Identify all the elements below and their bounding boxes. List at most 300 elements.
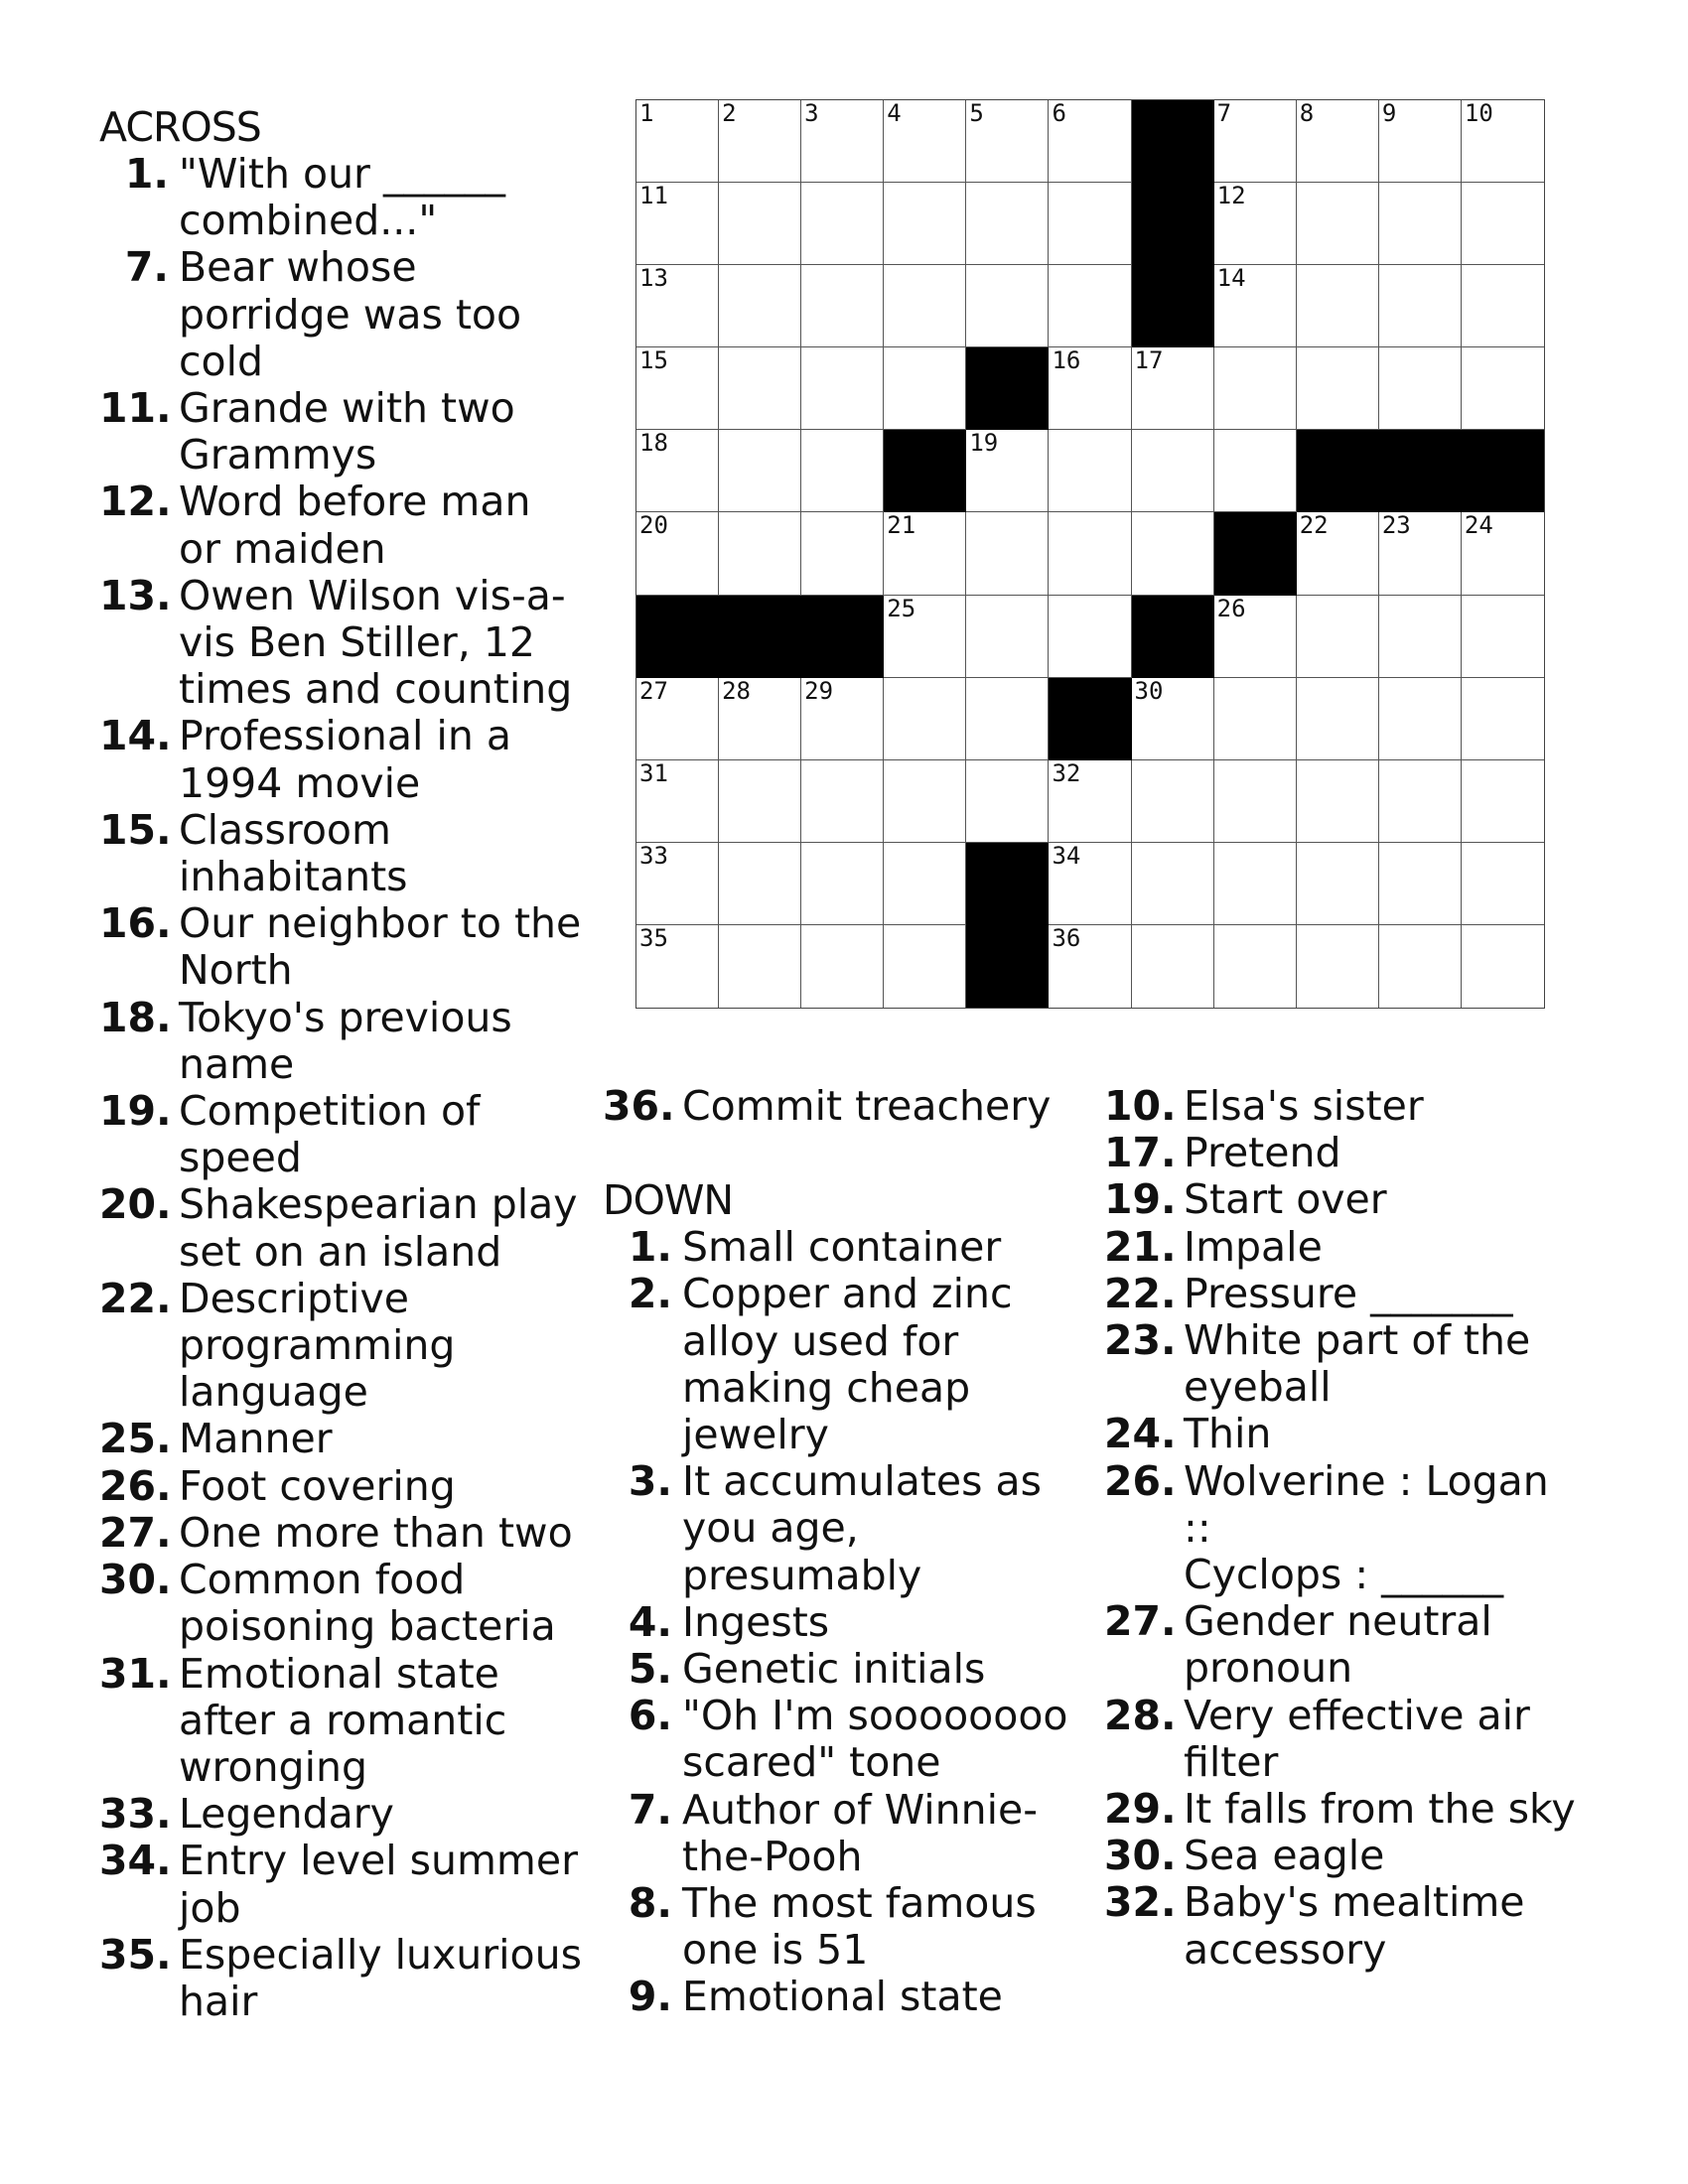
grid-cell[interactable] [1297, 265, 1379, 347]
clue-text-line: Especially luxurious [179, 1930, 582, 1979]
grid-cell[interactable] [1049, 183, 1131, 265]
clue-text-line: Commit treachery [682, 1082, 1052, 1130]
clue [99, 1932, 616, 2025]
clue-text-line: name [179, 1039, 295, 1088]
grid-cell[interactable] [1379, 512, 1462, 595]
clue-number: 26. [99, 1461, 172, 1510]
clue [603, 1083, 1079, 1130]
clue-text-line: cold [179, 337, 264, 385]
clue-number: 23. [1104, 1316, 1177, 1365]
cell-number: 2 [722, 99, 737, 127]
clue-text-line: Word before man [179, 478, 531, 526]
down-clue-list-continued [1104, 1083, 1581, 1974]
clue [99, 1651, 616, 1792]
grid-cell[interactable] [1214, 183, 1297, 265]
black-square [1132, 596, 1214, 678]
grid-cell[interactable] [1379, 678, 1462, 760]
grid-cell[interactable] [1049, 347, 1131, 430]
grid-cell[interactable] [1297, 100, 1379, 183]
grid-cell[interactable] [1132, 430, 1214, 512]
spacer [603, 1130, 1079, 1176]
grid-cell[interactable] [636, 430, 719, 512]
grid-cell[interactable] [966, 678, 1049, 760]
clue-number: 28. [1104, 1691, 1177, 1739]
clue-number: 5. [628, 1645, 672, 1694]
black-square [966, 925, 1049, 1008]
black-square [719, 596, 801, 678]
grid-cell[interactable] [1297, 347, 1379, 430]
clue-text-line: wronging [179, 1742, 367, 1791]
clue [99, 151, 616, 244]
clue-number: 14. [99, 712, 172, 760]
clue-number: 8. [628, 1879, 672, 1928]
clue [99, 1463, 616, 1510]
grid-cell[interactable] [1049, 265, 1131, 347]
clue-text-line: or maiden [179, 524, 386, 573]
clue [99, 713, 616, 806]
grid-cell[interactable] [1297, 596, 1379, 678]
cell-number: 31 [639, 758, 668, 787]
across-clue-list-continued [603, 1083, 1079, 1130]
cell-number: 8 [1299, 99, 1315, 127]
cell-number: 19 [969, 429, 999, 458]
grid-cell[interactable] [884, 925, 966, 1008]
cell-number: 29 [804, 676, 834, 705]
clue-text-line: eyeball [1184, 1363, 1332, 1412]
across-heading: ACROSS [99, 103, 261, 151]
clue [99, 573, 616, 714]
grid-cell[interactable] [1214, 265, 1297, 347]
grid-cell[interactable] [1379, 925, 1462, 1008]
grid-cell[interactable] [884, 347, 966, 430]
cell-number: 28 [722, 676, 751, 705]
grid-cell[interactable] [636, 100, 719, 183]
cell-number: 26 [1216, 594, 1246, 622]
clue-number: 19. [99, 1087, 172, 1136]
clue [1104, 1786, 1581, 1833]
grid-cell[interactable] [719, 678, 801, 760]
grid-cell[interactable] [1462, 925, 1544, 1008]
clue-text-line: Very effective air [1184, 1691, 1530, 1739]
clue-text-line: Cyclops : ______ [1184, 1551, 1504, 1599]
clue-number: 3. [628, 1457, 672, 1506]
clue [603, 1646, 1079, 1693]
clue [1104, 1693, 1581, 1786]
grid-cell[interactable] [801, 678, 884, 760]
grid-cell[interactable] [1462, 347, 1544, 430]
clue-text-line: language [179, 1368, 368, 1417]
grid-cell[interactable] [719, 265, 801, 347]
clue-text-line: alloy used for [682, 1316, 959, 1365]
grid-cell[interactable] [719, 925, 801, 1008]
clue [99, 1838, 616, 1931]
cell-number: 32 [1052, 758, 1081, 787]
clue-text-line: Small container [682, 1223, 1002, 1272]
cell-number: 30 [1134, 676, 1164, 705]
clue-text-line: Our neighbor to the [179, 899, 582, 948]
grid-cell[interactable] [719, 843, 801, 925]
clue-number: 9. [628, 1973, 672, 2021]
clue [1104, 1411, 1581, 1457]
grid-cell[interactable] [1214, 678, 1297, 760]
clue-number: 12. [99, 478, 172, 526]
clue-text-line: pronoun [1184, 1644, 1353, 1693]
grid-cell[interactable] [801, 760, 884, 843]
grid-cell[interactable] [1049, 760, 1131, 843]
clue-text-line: Copper and zinc [682, 1270, 1013, 1318]
clue-text-line: Owen Wilson vis-a- [179, 571, 566, 619]
cell-number: 24 [1464, 511, 1493, 540]
grid-cell[interactable] [801, 430, 884, 512]
cell-number: 18 [639, 429, 668, 458]
clue [1104, 1083, 1581, 1130]
clue-number: 1. [124, 150, 169, 198]
clue-text-line: Emotional state [179, 1649, 499, 1698]
grid-cell[interactable] [1214, 760, 1297, 843]
grid-cell[interactable] [966, 265, 1049, 347]
grid-cell[interactable] [636, 347, 719, 430]
grid-cell[interactable] [719, 100, 801, 183]
grid-cell[interactable] [1214, 843, 1297, 925]
clue-text-line: poisoning bacteria [179, 1602, 556, 1651]
clue-text-line: Sea eagle [1184, 1832, 1385, 1880]
clue-text-line: North [179, 946, 293, 995]
clue [99, 385, 616, 478]
grid-cell[interactable] [1297, 512, 1379, 595]
clue [1104, 1130, 1581, 1176]
grid-cell[interactable] [884, 760, 966, 843]
clue [99, 1276, 616, 1417]
clue [603, 1880, 1079, 1974]
cell-number: 1 [639, 99, 654, 127]
grid-cell[interactable] [1132, 843, 1214, 925]
clue-text-line: making cheap [682, 1363, 971, 1412]
clue [1104, 1176, 1581, 1223]
clue [99, 1557, 616, 1650]
clue-number: 7. [628, 1785, 672, 1834]
clue-column-1 [99, 103, 616, 2025]
cell-number: 12 [1216, 182, 1246, 210]
grid-cell[interactable] [966, 596, 1049, 678]
grid-cell[interactable] [636, 925, 719, 1008]
grid-cell[interactable] [1132, 925, 1214, 1008]
grid-cell[interactable] [1297, 925, 1379, 1008]
cell-number: 9 [1381, 99, 1397, 127]
clue-number: 16. [99, 899, 172, 948]
grid-cell[interactable] [1132, 678, 1214, 760]
clue-number: 34. [99, 1837, 172, 1885]
clue-number: 32. [1104, 1878, 1177, 1927]
cell-number: 11 [639, 182, 668, 210]
clue-text-line: Grammys [179, 431, 377, 479]
clue-text-line: Classroom [179, 805, 391, 854]
clue-text-line: Descriptive [179, 1274, 409, 1322]
grid-cell[interactable] [884, 678, 966, 760]
grid-cell[interactable] [801, 843, 884, 925]
grid-cell[interactable] [801, 347, 884, 430]
grid-cell[interactable] [719, 760, 801, 843]
clue-text-line: inhabitants [179, 853, 408, 901]
grid-cell[interactable] [801, 265, 884, 347]
clue-text-line: Author of Winnie- [682, 1785, 1039, 1834]
grid-cell[interactable] [801, 925, 884, 1008]
clue-text-line: The most famous [682, 1879, 1037, 1928]
clue-number: 4. [628, 1597, 672, 1646]
grid-cell[interactable] [966, 760, 1049, 843]
black-square [1379, 430, 1462, 512]
clue [1104, 1317, 1581, 1411]
clue-number: 19. [1104, 1175, 1177, 1224]
grid-cell[interactable] [884, 183, 966, 265]
clue-text-line: presumably [682, 1551, 922, 1599]
clue-text-line: vis Ben Stiller, 12 [179, 618, 536, 667]
clue-text-line: White part of the [1184, 1316, 1531, 1365]
clue [603, 1787, 1079, 1880]
cell-number: 10 [1464, 99, 1493, 127]
grid-cell[interactable] [1462, 843, 1544, 925]
clue [99, 900, 616, 994]
clue-text-line: Grande with two [179, 384, 515, 433]
cell-number: 34 [1052, 841, 1081, 870]
grid-cell[interactable] [1049, 430, 1131, 512]
clue-number: 27. [1104, 1597, 1177, 1646]
clue-number: 24. [1104, 1410, 1177, 1458]
clue-text-line: programming [179, 1321, 456, 1370]
cell-number: 4 [887, 99, 902, 127]
clue-text-line: filter [1184, 1737, 1279, 1786]
clue-text-line: porridge was too [179, 290, 522, 339]
black-square [801, 596, 884, 678]
grid-cell[interactable] [884, 265, 966, 347]
clue-text-line: jewelry [682, 1411, 829, 1459]
grid-cell[interactable] [1132, 512, 1214, 595]
clue-number: 17. [1104, 1129, 1177, 1177]
grid-cell[interactable] [1379, 100, 1462, 183]
grid-cell[interactable] [1462, 760, 1544, 843]
clue-text-line: the-Pooh [682, 1832, 863, 1880]
grid-cell[interactable] [1214, 596, 1297, 678]
black-square [1132, 183, 1214, 265]
grid-cell[interactable] [636, 512, 719, 595]
grid-cell[interactable] [1049, 100, 1131, 183]
cell-number: 36 [1052, 923, 1081, 952]
clue-text-line: Pressure _______ [1184, 1269, 1513, 1317]
grid-cell[interactable] [1132, 347, 1214, 430]
clue-text-line: One more than two [179, 1508, 573, 1557]
clue-number: 13. [99, 571, 172, 619]
cell-number: 5 [969, 99, 984, 127]
clue-text-line: you age, [682, 1504, 859, 1553]
cell-number: 35 [639, 923, 668, 952]
clue-text-line: Gender neutral [1184, 1597, 1492, 1646]
cell-number: 13 [639, 264, 668, 293]
clue-text-line: job [179, 1883, 241, 1932]
clue-text-line: 1994 movie [179, 758, 421, 807]
grid-cell[interactable] [884, 100, 966, 183]
cell-number: 15 [639, 346, 668, 375]
clue-text-line: scared" tone [682, 1738, 941, 1787]
clue-number: 22. [1104, 1269, 1177, 1317]
clue-text-line: one is 51 [682, 1926, 869, 1975]
grid-cell[interactable] [1049, 512, 1131, 595]
cell-number: 16 [1052, 346, 1081, 375]
black-square [1132, 265, 1214, 347]
clue-text-line: accessory [1184, 1925, 1387, 1974]
grid-cell[interactable] [1214, 347, 1297, 430]
clue-text-line: speed [179, 1134, 302, 1182]
grid-cell[interactable] [1132, 760, 1214, 843]
black-square [1049, 678, 1131, 760]
clue [99, 1181, 616, 1275]
across-clue-list [99, 151, 616, 2025]
clue-number: 10. [1104, 1082, 1177, 1130]
clue-text-line: Shakespearian play [179, 1180, 578, 1229]
clue-number: 30. [99, 1556, 172, 1604]
grid-cell[interactable] [1214, 100, 1297, 183]
clue [603, 1693, 1079, 1786]
grid-cell[interactable] [636, 760, 719, 843]
clue-text-line: Emotional state [682, 1973, 1003, 2021]
grid-cell[interactable] [636, 183, 719, 265]
clue-text-line: times and counting [179, 665, 573, 714]
clue-number: 33. [99, 1790, 172, 1839]
grid-cell[interactable] [884, 596, 966, 678]
clue-column-2 [603, 1083, 1079, 2021]
clue [1104, 1224, 1581, 1271]
cell-number: 3 [804, 99, 819, 127]
grid-cell[interactable] [1462, 265, 1544, 347]
clue-number: 21. [1104, 1222, 1177, 1271]
clue-text-line: Foot covering [179, 1461, 456, 1510]
grid-cell[interactable] [1049, 843, 1131, 925]
black-square [884, 430, 966, 512]
clue-text-line: Pretend [1184, 1129, 1341, 1177]
grid-cell[interactable] [1297, 183, 1379, 265]
clue-text-line: Ingests [682, 1597, 830, 1646]
clue-number: 2. [628, 1270, 672, 1318]
clue-text-line: "With our ______ [179, 150, 505, 198]
clue-text-line: It accumulates as [682, 1457, 1043, 1506]
clue-number: 35. [99, 1930, 172, 1979]
clue [99, 995, 616, 1088]
clue-text-line: Tokyo's previous [179, 993, 512, 1041]
clue [1104, 1458, 1581, 1599]
grid-cell[interactable] [636, 265, 719, 347]
clue [1104, 1879, 1581, 1973]
grid-cell[interactable] [966, 430, 1049, 512]
black-square [636, 596, 719, 678]
grid-cell[interactable] [884, 843, 966, 925]
grid-cell[interactable] [801, 100, 884, 183]
grid-cell[interactable] [1379, 843, 1462, 925]
grid-cell[interactable] [1214, 430, 1297, 512]
grid-cell[interactable] [1049, 925, 1131, 1008]
clue [1104, 1598, 1581, 1692]
clue [1104, 1271, 1581, 1317]
grid-cell[interactable] [966, 183, 1049, 265]
clue-number: 7. [124, 243, 169, 292]
clue-text-line: Bear whose [179, 243, 417, 292]
grid-cell[interactable] [719, 430, 801, 512]
grid-cell[interactable] [719, 347, 801, 430]
grid-cell[interactable] [1297, 843, 1379, 925]
clue-text-line: Genetic initials [682, 1645, 986, 1694]
grid-cell[interactable] [1379, 265, 1462, 347]
clue-text-line: Thin [1184, 1410, 1272, 1458]
clue-text-line: Legendary [179, 1790, 394, 1839]
clue-number: 30. [1104, 1832, 1177, 1880]
clue [1104, 1833, 1581, 1879]
clue-number: 18. [99, 993, 172, 1041]
clue-number: 26. [1104, 1456, 1177, 1505]
clue-text-line: Entry level summer [179, 1837, 578, 1885]
clue-text-line: combined..." [179, 197, 438, 245]
clue-number: 31. [99, 1649, 172, 1698]
clue-text-line: after a romantic [179, 1696, 507, 1744]
grid-cell[interactable] [966, 512, 1049, 595]
cell-number: 33 [639, 841, 668, 870]
cell-number: 14 [1216, 264, 1246, 293]
cell-number: 23 [1381, 511, 1411, 540]
clue [99, 1088, 616, 1181]
black-square [1297, 430, 1379, 512]
grid-cell[interactable] [1462, 100, 1544, 183]
cell-number: 25 [887, 594, 916, 622]
clue-number: 15. [99, 805, 172, 854]
grid-cell[interactable] [884, 512, 966, 595]
cell-number: 17 [1134, 346, 1164, 375]
cell-number: 21 [887, 511, 916, 540]
clue [603, 1974, 1079, 2020]
grid-cell[interactable] [801, 512, 884, 595]
clue-text-line: It falls from the sky [1184, 1785, 1576, 1834]
black-square [1214, 512, 1297, 595]
down-heading: DOWN [603, 1176, 734, 1225]
grid-cell[interactable] [1379, 760, 1462, 843]
grid-cell[interactable] [1379, 183, 1462, 265]
grid-cell[interactable] [966, 100, 1049, 183]
clue [99, 244, 616, 385]
grid-cell[interactable] [636, 678, 719, 760]
grid-cell[interactable] [801, 183, 884, 265]
clue [99, 1416, 616, 1462]
clue-number: 11. [99, 384, 172, 433]
grid-cell[interactable] [719, 512, 801, 595]
grid-cell[interactable] [1297, 760, 1379, 843]
grid-cell[interactable] [1462, 183, 1544, 265]
grid-cell[interactable] [1049, 596, 1131, 678]
clue-number: 20. [99, 1180, 172, 1229]
grid-cell[interactable] [1462, 512, 1544, 595]
clue [603, 1458, 1079, 1599]
grid-cell[interactable] [1379, 347, 1462, 430]
down-clue-list [603, 1224, 1079, 2020]
grid-cell[interactable] [1462, 596, 1544, 678]
grid-cell[interactable] [1462, 678, 1544, 760]
clue-text-line: Professional in a [179, 712, 511, 760]
black-square [966, 843, 1049, 925]
grid-cell[interactable] [1379, 596, 1462, 678]
grid-cell[interactable] [719, 183, 801, 265]
black-square [1132, 100, 1214, 183]
grid-cell[interactable] [636, 843, 719, 925]
grid-cell[interactable] [1214, 925, 1297, 1008]
grid-cell[interactable] [1297, 678, 1379, 760]
black-square [1462, 430, 1544, 512]
clue [603, 1599, 1079, 1646]
clue-text-line: Elsa's sister [1184, 1082, 1424, 1130]
clue-number: 27. [99, 1508, 172, 1557]
